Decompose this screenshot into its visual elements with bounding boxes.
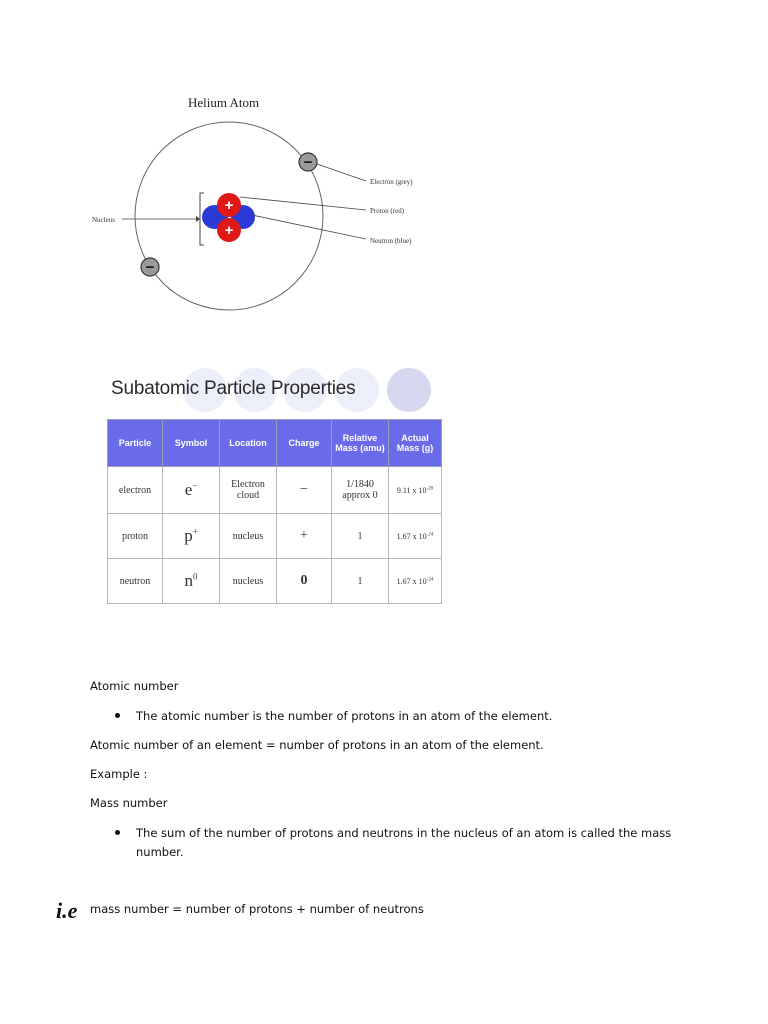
subatomic-properties-figure [105, 366, 445, 610]
relative-mass-cell: 1/1840 approx 0 [332, 467, 389, 514]
location-cell: nucleus [220, 514, 277, 559]
proton-plus-sign: + [224, 197, 234, 214]
column-header: Particle [108, 420, 163, 467]
actual-mass-cell: 9.11 x $10^{-28}$ [389, 467, 442, 514]
nucleus-arrowhead [196, 216, 200, 222]
nucleus-label: Nucleus [92, 216, 115, 224]
table-header-row [108, 420, 442, 467]
particle-cell: proton [108, 514, 163, 559]
atom-title: Helium Atom [188, 95, 260, 110]
table-row [108, 514, 442, 559]
atomic-number-heading: Atomic number [90, 679, 179, 693]
relative-mass-cell: 1 [332, 559, 389, 604]
atomic-number-formula: Atomic number of an element = number of protons in an atom of the element. [90, 738, 544, 752]
column-header: Charge [277, 420, 332, 467]
neutron-label: Neutron (blue) [370, 237, 412, 245]
ie-mark: i.e [56, 898, 78, 923]
actual-mass-cell: 1.67 x $10^{-24}$ [389, 514, 442, 559]
relative-mass-cell: 1 [332, 514, 389, 559]
neutron-pointer-line [252, 215, 366, 239]
column-header: Symbol [163, 420, 220, 467]
column-header: Relative Mass (amu) [332, 420, 389, 467]
charge-cell: + [277, 514, 332, 559]
particle-cell: electron [108, 467, 163, 514]
mass-number-heading: Mass number [90, 796, 168, 810]
charge-cell: 0 [277, 559, 332, 604]
electron-minus-sign: − [303, 154, 313, 171]
symbol-cell: $n^0$ [163, 559, 220, 604]
decorative-circle [387, 368, 431, 412]
electron-pointer-line [317, 164, 366, 181]
location-cell: Electron cloud [220, 467, 277, 514]
proton-pointer-line [240, 197, 366, 210]
symbol-cell: e− [163, 467, 220, 514]
example-label: Example : [90, 767, 148, 781]
charge-cell: − [277, 467, 332, 514]
particle-properties-table [107, 419, 442, 604]
column-header: Actual Mass (g) [389, 420, 442, 467]
electron-label: Electron (grey) [370, 178, 413, 186]
electron-minus-sign: − [145, 259, 155, 276]
table-title: Subatomic Particle Properties [111, 378, 356, 399]
atomic-number-definition: The atomic number is the number of protons in an atom of the element. [136, 709, 553, 723]
bullet-dot [115, 713, 120, 718]
actual-mass-cell: 1.67 x $10^{-24}$ [389, 559, 442, 604]
table-row [108, 559, 442, 604]
proton-plus-sign: + [224, 222, 234, 239]
mass-number-formula: mass number = number of protons + number of neutrons [90, 902, 424, 916]
column-header: Location [220, 420, 277, 467]
particle-cell: neutron [108, 559, 163, 604]
table-row [108, 467, 442, 514]
bullet-dot [115, 830, 120, 835]
proton-label: Proton (red) [370, 207, 405, 215]
helium-atom-diagram [80, 85, 440, 325]
symbol-cell: p+ [163, 514, 220, 559]
mass-number-definition-line2: number. [136, 845, 184, 859]
mass-number-definition-line1: The sum of the number of protons and neutrons in the nucleus of an atom is called the mass [136, 826, 672, 840]
location-cell: nucleus [220, 559, 277, 604]
